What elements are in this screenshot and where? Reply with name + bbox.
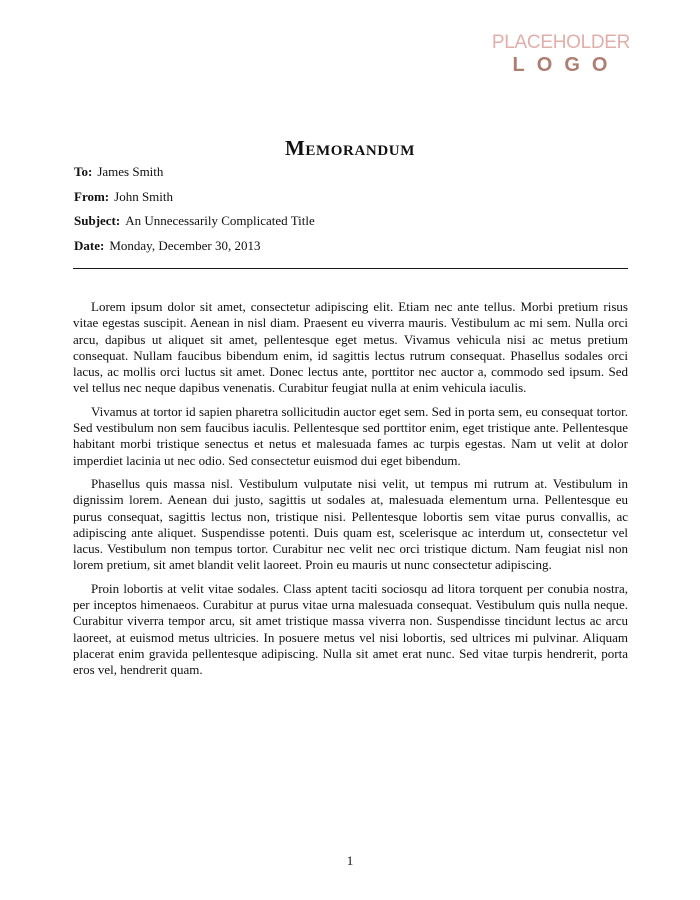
header-to-value: James Smith <box>97 164 164 179</box>
page-number: 1 <box>346 853 354 868</box>
body-paragraph-2: Vivamus at tortor id sapien pharetra sollicitudin auctor eget sem. Sed in porta sem, eu consequat tortor. Sed vestibulum non sem faucibus iaculis. Pellentesque sed porttitor enim, eget tristique ante. Pellentesque habitant morbi tristique senectus et netus et malesuada fames ac turpis egestas. Nam ut velit at dolor imperdiet lacinia ut nec odio. Sed consectetur euismod dui eget bibendum. <box>73 403 628 468</box>
header-from <box>74 189 634 214</box>
header-subject <box>74 213 634 238</box>
header-date-label: Date: <box>74 238 105 254</box>
header-to-label: To: <box>74 164 93 179</box>
header-from-value: John Smith <box>114 188 174 204</box>
body-paragraph-4: Proin lobortis at velit vitae sodales. Class aptent taciti sociosqu ad litora torquent per conubia nostra, per inceptos himenaeos. Curabitur at purus vitae urna malesuada consequat. Vestibulum quis nulla neque. Curabitur viverra tempor arcu, sit amet tristique massa viverra non. Suspendisse tincidunt lectus ac arcu laoreet, at euismod metus ultricies. In posuere metus vel nisi lobortis, sed ultrices mi pulvinar. Aliquam placerat enim gravida pellentesque adipiscing. Nulla sit amet erat nunc. Sed vitae turpis hendrerit, porta eros vel, hendrerit quam. <box>73 580 628 678</box>
body-paragraph-1: Lorem ipsum dolor sit amet, consectetur adipiscing elit. Etiam nec ante tellus. Morbi pretium risus vitae egestas suscipit. Aenean in nisl diam. Praesent eu viverra mauris. Vestibulum ac mi sem. Nulla orci arcu, dapibus ut aliquet sit amet, pellentesque eget metus. Vivamus vehicula nisi ac metus pretium consequat. Nullam faucibus bibendum enim, id sagittis lectus rutrum consequat. Phasellus sodales orci lacus, ac mollis orci luctus sit amet. Donec lectus ante, porttitor nec auctor a, commodo sed ipsum. Sed vel tellus nec neque dapibus venenatis. Curabitur feugiat nulla at enim vehicula iaculis. <box>73 299 628 396</box>
placeholder-logo <box>488 32 634 76</box>
logo-line-1: PLACEHOLDER <box>491 32 631 53</box>
memo-title: Memorandum <box>285 136 415 160</box>
header-divider <box>73 268 628 269</box>
header-to <box>74 164 634 189</box>
memo-headers <box>74 164 634 263</box>
header-date-value: Monday, December 30, 2013 <box>109 238 261 254</box>
memo-body <box>73 299 628 686</box>
body-paragraph-3: Phasellus quis massa nisl. Vestibulum vulputate nisi velit, ut tempus mi rutrum at. Vestibulum in dignissim lorem. Aenean dui justo, sagittis ut sodales at, malesuada elementum urna. Pellentesque eu purus consequat, sagittis lectus non, tristique nisi. Pellentesque lobortis sem vitae purus convallis, ac adipiscing ante aliquet. Suspendisse potenti. Duis quam est, scelerisque ac interdum ut, consectetur vel lacus. Vestibulum non tempus tortor. Curabitur nec velit nec orci tristique dictum. Nam feugiat nisl non lorem pretium, sit amet blandit velit laoreet. Proin eu mauris ut nunc consectetur adipiscing. <box>73 475 628 573</box>
header-date <box>74 238 634 263</box>
header-from-label: From: <box>74 188 110 204</box>
logo-line-2: LOGO <box>512 54 620 76</box>
header-subject-label: Subject: <box>74 213 121 229</box>
header-subject-value: An Unnecessarily Complicated Title <box>125 213 315 229</box>
